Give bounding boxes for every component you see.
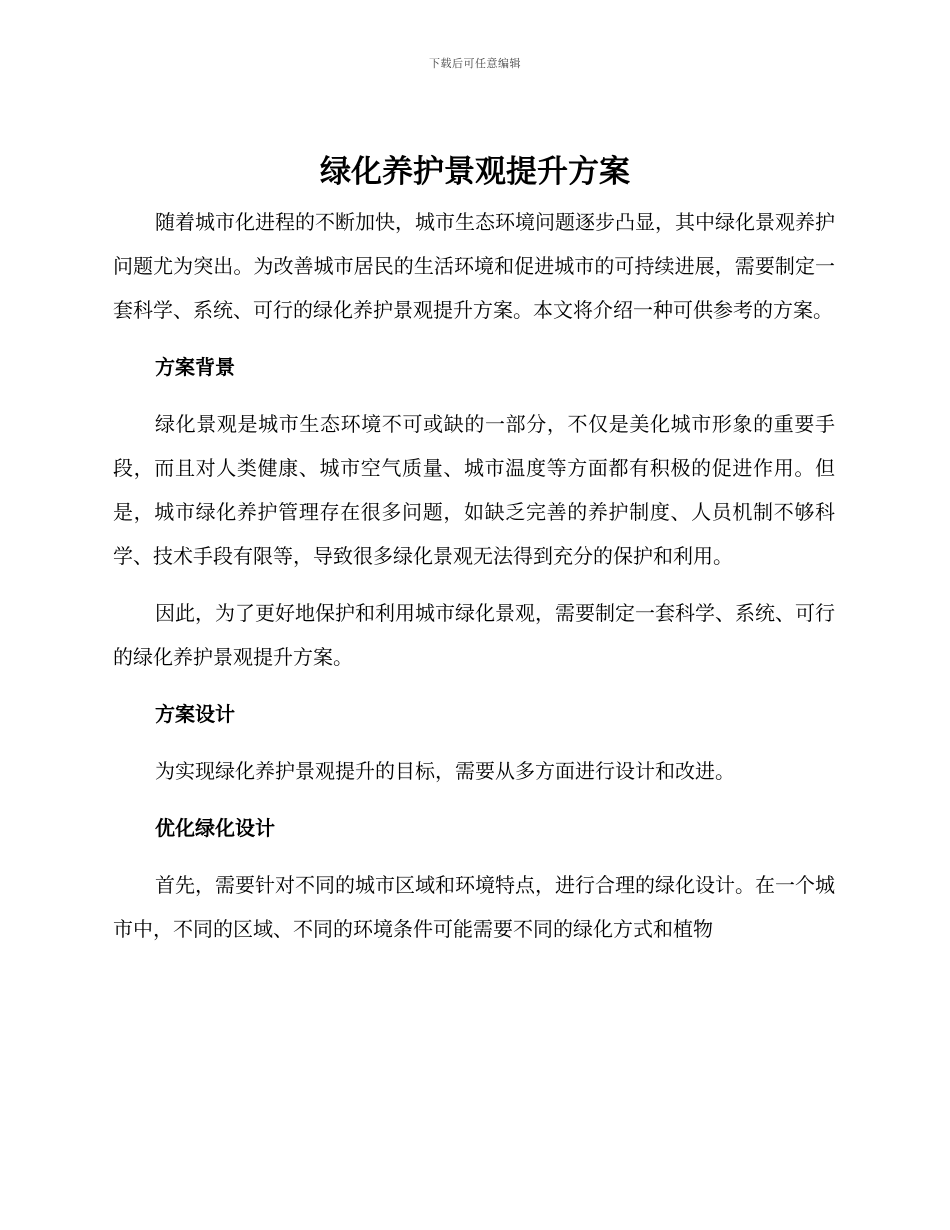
background-paragraph: 绿化景观是城市生态环境不可或缺的一部分，不仅是美化城市形象的重要手段，而且对人类健康、城市空气质量、城市温度等方面都有积极的促进作用。但是，城市绿化养护管理存在很多问题，如缺乏完善的养护制度、人员机制不够科学、技术手段有限等，导致很多绿化景观无法得到充分的保护和利用。 [113, 412, 835, 568]
optimize-paragraph: 首先，需要针对不同的城市区域和环境特点，进行合理的绿化设计。在一个城市中，不同的区域、不同的环境条件可能需要不同的绿化方式和植物 [113, 873, 835, 941]
subsection-heading-optimize: 优化绿化设计 [155, 816, 275, 840]
intro-paragraph: 随着城市化进程的不断加快，城市生态环境问题逐步凸显，其中绿化景观养护问题尤为突出。为改善城市居民的生活环境和促进城市的可持续进展，需要制定一套科学、系统、可行的绿化养护景观提升方案。本文将介绍一种可供参考的方案。 [113, 210, 835, 322]
document-body [113, 200, 835, 964]
header-note: 下载后可任意编辑 [429, 57, 521, 70]
design-intro-paragraph: 为实现绿化养护景观提升的目标，需要从多方面进行设计和改进。 [155, 759, 735, 783]
section-heading-background: 方案背景 [155, 355, 235, 379]
background-conclusion-paragraph: 因此，为了更好地保护和利用城市绿化景观，需要制定一套科学、系统、可行的绿化养护景观提升方案。 [113, 601, 835, 669]
document-title: 绿化养护景观提升方案 [320, 154, 630, 190]
section-heading-design: 方案设计 [155, 702, 235, 726]
